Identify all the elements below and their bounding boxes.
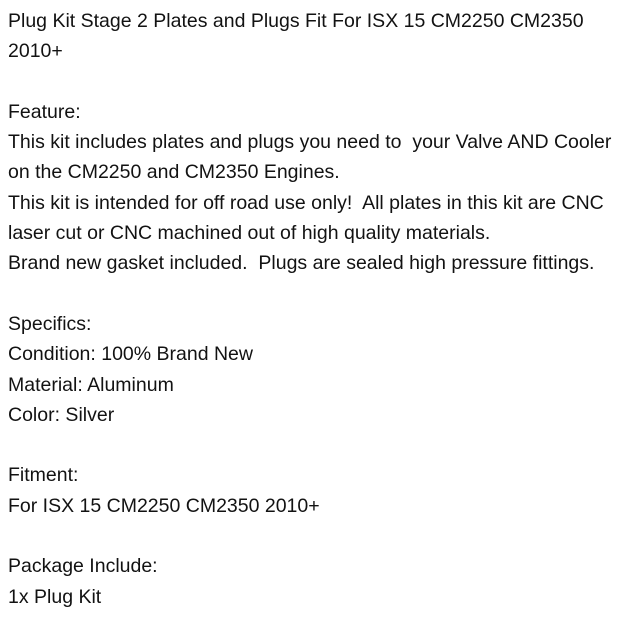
specifics-material-line: Material: Aluminum bbox=[8, 373, 174, 396]
fitment-text-line: For ISX 15 CM2250 CM2350 2010+ bbox=[8, 494, 320, 517]
blank-line bbox=[8, 430, 640, 460]
feature-text-line: This kit is intended for off road use only! All plates in this kit are CNC bbox=[8, 191, 604, 214]
product-title-line-1: Plug Kit Stage 2 Plates and Plugs Fit For ISX 15 CM2250 CM2350 bbox=[8, 10, 584, 32]
blank-line bbox=[8, 521, 640, 551]
section-heading-package-include: Package Include: bbox=[8, 555, 158, 578]
section-heading-fitment: Fitment: bbox=[8, 464, 79, 487]
feature-text-line: laser cut or CNC machined out of high quality materials. bbox=[8, 222, 491, 245]
specifics-color-line: Color: Silver bbox=[8, 403, 115, 426]
blank-line bbox=[8, 279, 640, 309]
section-heading-specifics: Specifics: bbox=[8, 312, 92, 335]
feature-text-line: This kit includes plates and plugs you need to your Valve AND Cooler bbox=[8, 131, 612, 154]
feature-text-line: on the CM2250 and CM2350 Engines. bbox=[8, 161, 340, 184]
section-heading-feature: Feature: bbox=[8, 100, 81, 123]
product-title-line-2: 2010+ bbox=[8, 40, 63, 63]
specifics-condition-line: Condition: 100% Brand New bbox=[8, 343, 253, 366]
blank-line bbox=[8, 67, 640, 97]
feature-text-line: Brand new gasket included. Plugs are sealed high pressure fittings. bbox=[8, 252, 595, 275]
package-include-text-line: 1x Plug Kit bbox=[8, 585, 102, 608]
